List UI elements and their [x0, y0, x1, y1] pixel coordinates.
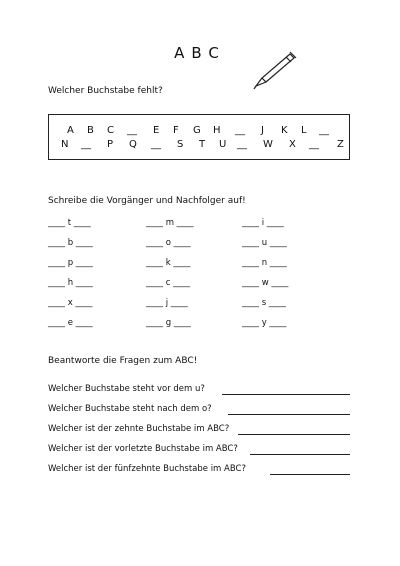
neighbor-item: ____ e ____: [48, 318, 93, 328]
letter: G: [193, 125, 201, 136]
neighbor-item: ____ c ____: [146, 278, 191, 288]
answer-line[interactable]: [250, 454, 350, 455]
neighbors-grid: [48, 218, 358, 338]
neighbor-item: ____ y ____: [242, 318, 287, 328]
neighbor-item: ____ p ____: [48, 258, 93, 268]
blank-slot: __: [127, 125, 137, 136]
question-text: Welcher ist der fünfzehnte Buchstabe im ABC?: [48, 464, 246, 474]
answer-line[interactable]: [228, 414, 350, 415]
question-text: Welcher Buchstabe steht vor dem u?: [48, 384, 205, 394]
blank-slot: __: [237, 139, 247, 150]
neighbor-item: ____ o ____: [146, 238, 191, 248]
neighbor-item: ____ j ____: [146, 298, 188, 308]
letter: W: [263, 139, 273, 150]
neighbor-item: ____ t ____: [48, 218, 91, 228]
neighbor-item: ____ m ____: [146, 218, 194, 228]
neighbor-item: ____ h ____: [48, 278, 93, 288]
letter: P: [107, 139, 114, 150]
question-text: Welcher Buchstabe steht nach dem o?: [48, 404, 212, 414]
letter: S: [177, 139, 184, 150]
missing-letters-box: [48, 114, 350, 160]
blank-slot: __: [309, 139, 319, 150]
neighbor-item: ____ x ____: [48, 298, 93, 308]
blank-slot: __: [235, 125, 245, 136]
neighbor-item: ____ b ____: [48, 238, 93, 248]
letter: T: [199, 139, 206, 150]
neighbor-item: ____ g ____: [146, 318, 191, 328]
neighbor-item: ____ w ____: [242, 278, 289, 288]
letter: C: [107, 125, 114, 136]
letter: Q: [129, 139, 137, 150]
blank-slot: __: [151, 139, 161, 150]
question-text: Welcher ist der vorletzte Buchstabe im ABC?: [48, 444, 238, 454]
neighbor-item: ____ s ____: [242, 298, 286, 308]
letter: H: [213, 125, 221, 136]
letter: A: [67, 125, 74, 136]
neighbor-item: ____ u ____: [242, 238, 287, 248]
letter: F: [173, 125, 179, 136]
blank-slot: __: [319, 125, 329, 136]
answer-line[interactable]: [270, 474, 350, 475]
answer-line[interactable]: [222, 394, 350, 395]
pen-icon: [250, 48, 298, 92]
letter: U: [219, 139, 227, 150]
letter: N: [61, 139, 69, 150]
section-missing-letters-heading: Welcher Buchstabe fehlt?: [48, 86, 163, 96]
section-questions-heading: Beantworte die Fragen zum ABC!: [48, 356, 198, 366]
answer-line[interactable]: [238, 434, 350, 435]
letter: E: [153, 125, 160, 136]
letter: X: [289, 139, 296, 150]
neighbor-item: ____ n ____: [242, 258, 287, 268]
neighbor-item: ____ i ____: [242, 218, 284, 228]
section-neighbors-heading: Schreibe die Vorgänger und Nachfolger auf!: [48, 196, 246, 206]
page-title: ABC: [174, 44, 226, 62]
letter: B: [87, 125, 94, 136]
letter: K: [281, 125, 288, 136]
blank-slot: __: [81, 139, 91, 150]
letter: J: [261, 125, 264, 136]
letter: L: [301, 125, 307, 136]
letter: Z: [337, 139, 344, 150]
question-text: Welcher ist der zehnte Buchstabe im ABC?: [48, 424, 230, 434]
neighbor-item: ____ k ____: [146, 258, 191, 268]
